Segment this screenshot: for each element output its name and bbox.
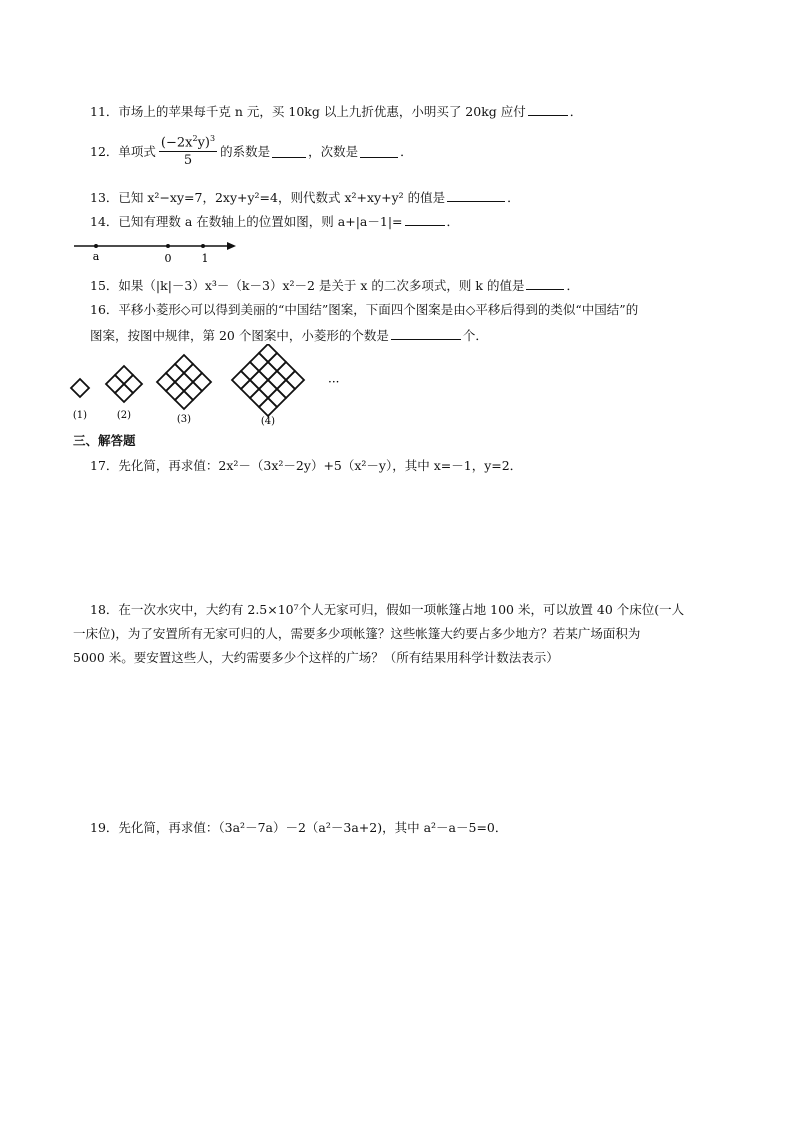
- figure-label-2: (2): [116, 410, 132, 421]
- q12-coefficient-blank[interactable]: [272, 145, 306, 158]
- question-11: 11．市场上的苹果每千克 n 元，买 10kg 以上九折优惠，小明买了 20kg 应付 ．: [90, 104, 583, 119]
- arrow-right-icon: [227, 242, 236, 250]
- small-rhombus: [124, 375, 142, 393]
- small-rhombus: [175, 355, 193, 373]
- small-rhombus: [232, 371, 250, 389]
- small-rhombus: [166, 382, 184, 400]
- label-zero: 0: [164, 252, 172, 264]
- question-18-line3: 5000 米。要安置这些人，大约需要多少个这样的广场？（所有结果用科学计数法表示）: [73, 650, 559, 665]
- figure-label-1: (1): [72, 410, 88, 421]
- small-rhombus: [268, 389, 286, 407]
- q13-answer-blank[interactable]: [447, 189, 505, 202]
- small-rhombus: [193, 373, 211, 391]
- small-rhombus: [277, 380, 295, 398]
- small-rhombus: [115, 366, 133, 384]
- q16-answer-blank[interactable]: [391, 327, 461, 340]
- small-rhombus: [250, 371, 268, 389]
- q12-degree-blank[interactable]: [360, 145, 398, 158]
- question-14: 14．已知有理数 a 在数轴上的位置如图，则 a+|a－1|= ．: [90, 214, 460, 229]
- q14-answer-blank[interactable]: [405, 213, 445, 226]
- question-12: 12．单项式 $\frac{(-2x^2y)^3}{5}$ 的系数是 ，次数是 ．: [90, 134, 413, 169]
- small-rhombus: [241, 362, 259, 380]
- small-rhombus: [157, 373, 175, 391]
- question-16-line1: 16．平移小菱形◇可以得到美丽的“中国结”图案，下面四个图案是由◇平移后得到的类似“中国结”的: [90, 302, 639, 317]
- small-rhombus: [241, 380, 259, 398]
- question-16-line2: 图案，按图中规律，第 20 个图案中，小菱形的个数是 个．: [90, 328, 488, 343]
- small-rhombus: [71, 379, 89, 397]
- knot-figure-1: [71, 379, 89, 397]
- small-rhombus: [106, 375, 124, 393]
- small-rhombus: [259, 344, 277, 362]
- small-rhombus: [277, 362, 295, 380]
- small-rhombus: [166, 364, 184, 382]
- knot-figure-4: [232, 344, 304, 416]
- q11-text: 11．市场上的苹果每千克 n 元，买 10kg 以上九折优惠，小明买了 20kg 应付: [90, 104, 526, 119]
- small-rhombus: [268, 371, 286, 389]
- small-rhombus: [286, 371, 304, 389]
- small-rhombus: [250, 353, 268, 371]
- point-one: [201, 244, 205, 248]
- question-15: 15．如果（|k|－3）x³－（k－3）x²－2 是关于 x 的二次多项式，则 k 的值是 ．: [90, 278, 579, 293]
- question-18-line1: 18．在一次水灾中，大约有 2.5×10⁷个人无家可归，假如一项帐篷占地 100 米，可以放置 40 个床位(一人: [90, 602, 685, 617]
- small-rhombus: [184, 364, 202, 382]
- question-17: 17．先化简，再求值：2x²－（3x²－2y）+5（x²－y），其中 x=－1，y=2．: [90, 458, 523, 473]
- section-3-title: 三、解答题: [73, 433, 136, 448]
- small-rhombus: [115, 384, 133, 402]
- question-19: 19．先化简，再求值：（3a²－7a）－2（a²－3a+2)，其中 a²－a－5=0．: [90, 820, 508, 835]
- knot-figure-2: [106, 366, 142, 402]
- number-line: [72, 236, 242, 264]
- small-rhombus: [184, 382, 202, 400]
- point-a: [94, 244, 98, 248]
- knot-figure-3: [157, 355, 211, 409]
- small-rhombus: [268, 353, 286, 371]
- point-zero: [166, 244, 170, 248]
- small-rhombus: [259, 380, 277, 398]
- small-rhombus: [175, 391, 193, 409]
- small-rhombus: [175, 373, 193, 391]
- q11-answer-blank[interactable]: [528, 103, 568, 116]
- question-18-line2: 一床位)，为了安置所有无家可归的人，需要多少项帐篷？这些帐篷大约要占多少地方？若某广场面积为: [73, 626, 641, 641]
- label-one: 1: [201, 252, 209, 264]
- q12-fraction: $\frac{(-2x^2y)^3}{5}$: [160, 134, 216, 169]
- q15-answer-blank[interactable]: [526, 277, 564, 290]
- figure-label-4: (4): [260, 416, 276, 427]
- figures-ellipsis: ···: [328, 375, 340, 389]
- label-a: a: [92, 250, 100, 263]
- figure-label-3: (3): [176, 414, 192, 425]
- small-rhombus: [250, 389, 268, 407]
- small-rhombus: [259, 362, 277, 380]
- chinese-knot-figures: [66, 344, 356, 428]
- question-13: 13．已知 x²−xy=7，2xy+y²=4，则代数式 x²+xy+y² 的值是 ．: [90, 190, 520, 205]
- small-rhombus: [259, 398, 277, 416]
